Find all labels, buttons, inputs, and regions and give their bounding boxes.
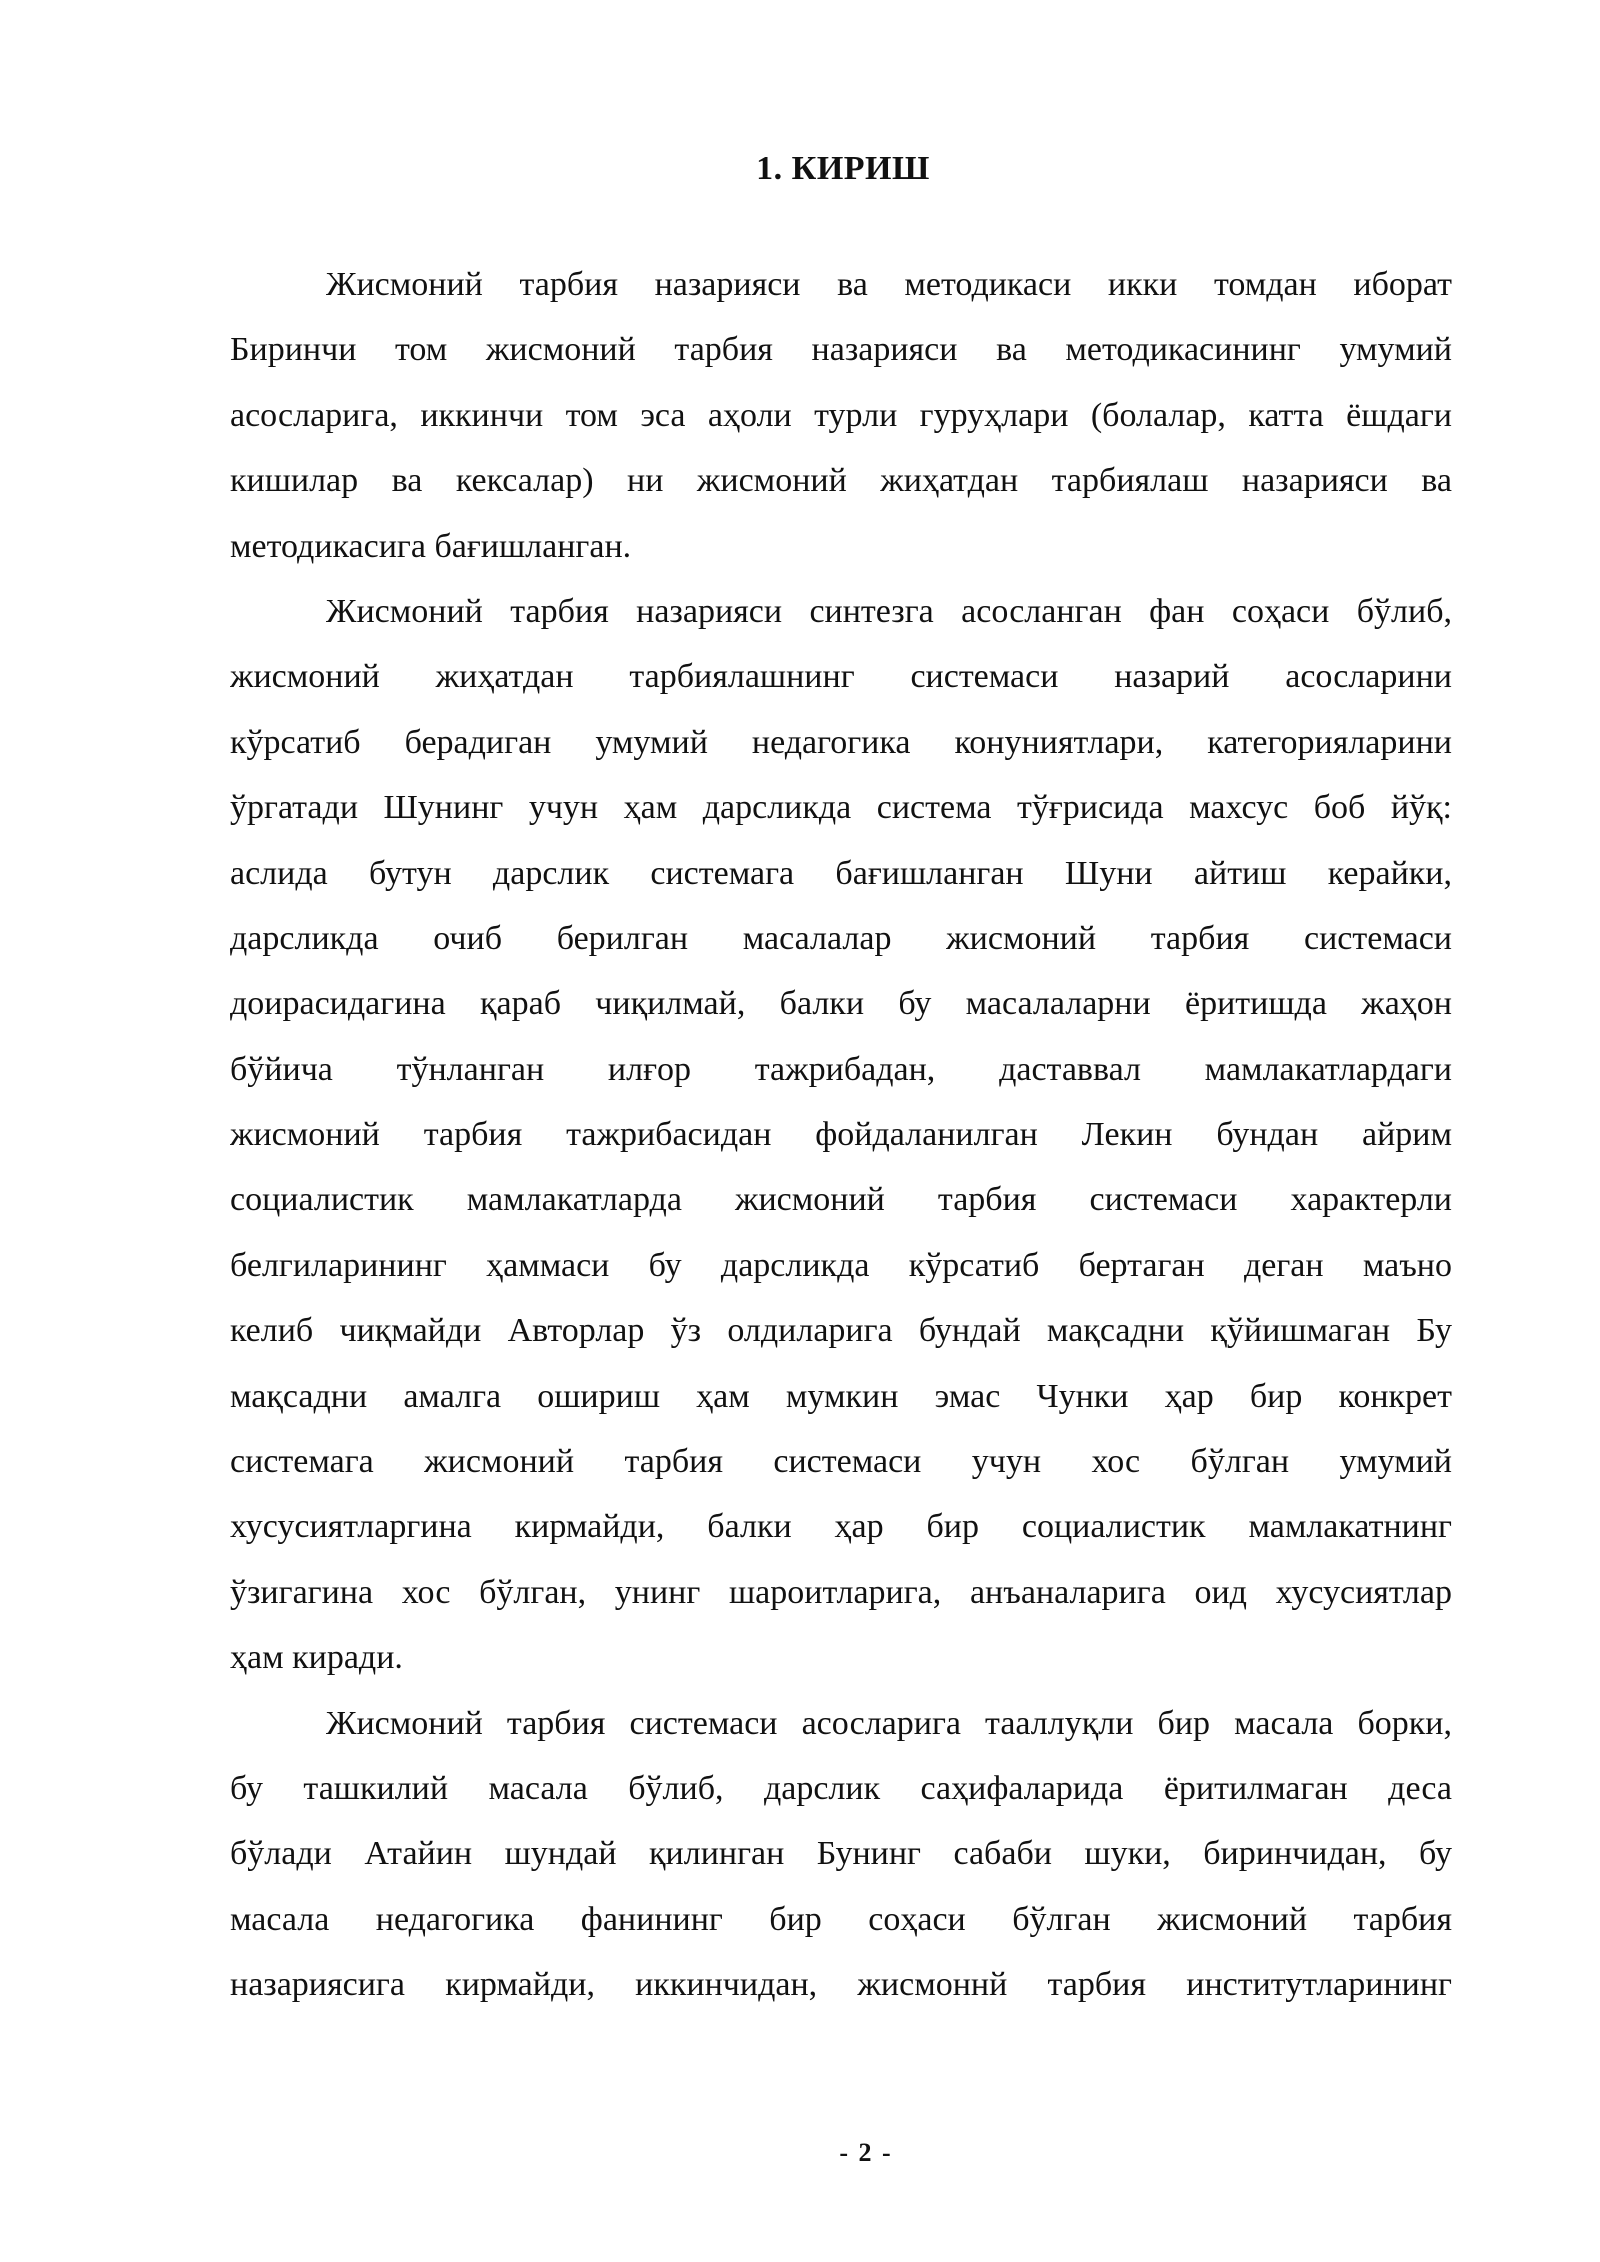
text-line: жисмоний тарбия тажрибасидан фойдаланилган Лекин бундан айрим bbox=[230, 1116, 1452, 1154]
text-line: келиб чиқмайди Авторлар ўз олдиларига бундай мақсадни қўйишмаган Бу bbox=[230, 1312, 1452, 1350]
text-line: мақсадни амалга ошириш ҳам мумкин эмас Чунки ҳар бир конкрет bbox=[230, 1377, 1452, 1415]
text-line: методикасига бағишланган. bbox=[230, 527, 632, 565]
text-line: хусусиятларгина кирмайди, балки ҳар бир социалистик мамлакатнинг bbox=[230, 1508, 1452, 1546]
text-line: Жисмоний тарбия системаси асосларига тааллуқли бир масала борки, bbox=[326, 1704, 1452, 1742]
text-line: ўзигагина хос бўлган, унинг шароитларига, анъаналарига оид хусусиятлар bbox=[230, 1573, 1452, 1611]
text-line: Жисмоний тарбия назарияси ва методикаси икки томдан иборат bbox=[326, 266, 1452, 303]
text-line: социалистик мамлакатларда жисмоний тарбия системаси характерли bbox=[230, 1181, 1452, 1219]
text-line: бўйича тўнланган илғор тажрибадан, даставвал мамлакатлардаги bbox=[230, 1050, 1452, 1088]
text-line: белгиларининг ҳаммаси бу дарсликда кўрсатиб бертаган деган маъно bbox=[230, 1246, 1452, 1284]
text-line: кўрсатиб берадиган умумий недагогика конуниятлари, категорияларини bbox=[230, 723, 1452, 761]
text-line: системага жисмоний тарбия системаси учун хос бўлган умумий bbox=[230, 1443, 1452, 1481]
text-line: бу ташкилий масала бўлиб, дарслик саҳифаларида ёритилмаган деса bbox=[230, 1769, 1452, 1807]
text-line: Жисмоний тарбия назарияси синтезга асосланган фан соҳаси бўлиб, bbox=[326, 592, 1452, 630]
text-line: ҳам киради. bbox=[230, 1639, 403, 1677]
text-line: Биринчи том жисмоний тарбия назарияси ва методикасининг умумий bbox=[230, 331, 1452, 369]
text-line: доирасидагина қараб чиқилмай, балки бу масалаларни ёритишда жаҳон bbox=[230, 985, 1452, 1023]
page-number: - 2 - bbox=[839, 2138, 893, 2167]
text-line: масала недагогика фанининг бир соҳаси бўлган жисмоний тарбия bbox=[230, 1900, 1452, 1938]
section-heading: 1. КИРИШ bbox=[756, 150, 930, 187]
text-line: жисмоний жиҳатдан тарбиялашнинг системаси назарий асосларини bbox=[230, 658, 1452, 696]
body-text bbox=[230, 252, 1452, 2018]
text-line: асосларига, иккинчи том эса аҳоли турли гуруҳлари (болалар, катта ёшдаги bbox=[230, 396, 1452, 434]
text-line: кишилар ва кексалар) ни жисмоний жиҳатдан тарбиялаш назарияси ва bbox=[230, 462, 1452, 500]
text-line: назариясига кирмайди, иккинчидан, жисмоннй тарбия институтларининг bbox=[230, 1966, 1452, 2004]
text-line: аслида бутун дарслик системага бағишланган Шуни айтиш керайки, bbox=[230, 854, 1452, 892]
text-line: бўлади Атайин шундай қилинган Бунинг сабаби шуки, биринчидан, бу bbox=[230, 1835, 1452, 1873]
text-line: ўргатади Шунинг учун ҳам дарсликда система тўғрисида махсус боб йўқ: bbox=[230, 789, 1452, 827]
text-line: дарсликда очиб берилган масалалар жисмоний тарбия системаси bbox=[230, 919, 1452, 957]
